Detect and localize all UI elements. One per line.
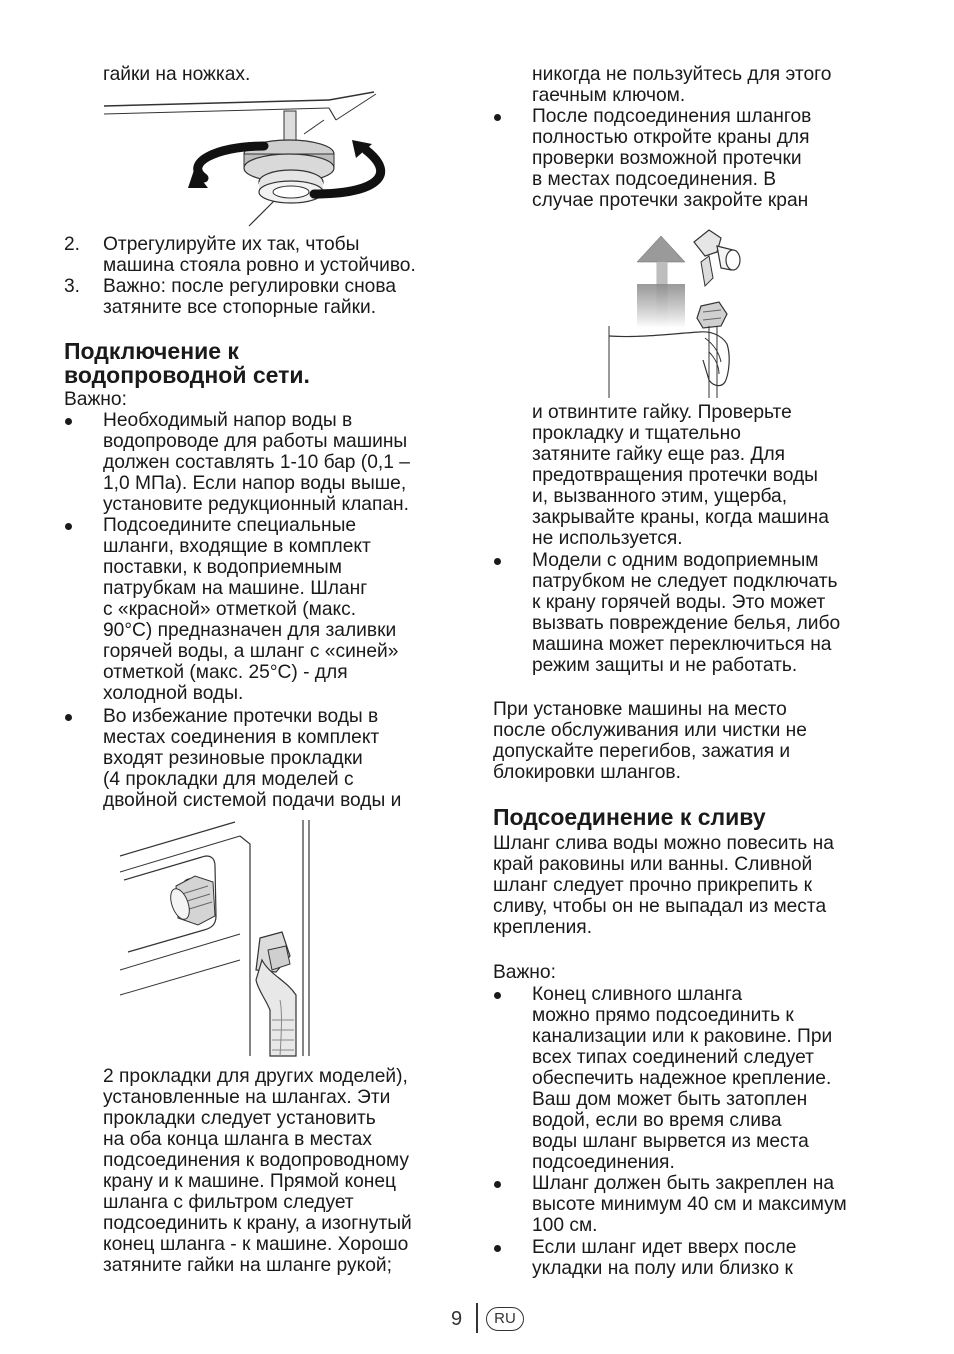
bullet-icon [65, 714, 72, 721]
bullet-icon [65, 418, 72, 425]
important-label: Важно: [493, 962, 556, 983]
bullet-icon [494, 992, 501, 999]
page-number: 9 [451, 1308, 463, 1330]
page-footer [0, 1307, 954, 1331]
step-number: 3. [64, 276, 81, 297]
bullet-icon [494, 114, 501, 121]
section-heading-water-supply: Подключение к водопроводной сети. [64, 338, 310, 388]
bullet-text: После подсоединения шлангов полностью откройте краны для проверки возможной протечки в местах подсоединения. В случае протечки закройте кран [532, 106, 812, 211]
adjustable-foot-nut-illustration [104, 86, 404, 226]
bullet-continuation-text: и отвинтите гайку. Проверьте прокладку и тщательно затяните гайку еще раз. Для предотвращения протечки воды и, вызванного этим, ущерба, закрывайте краны, когда машина не используется. [532, 402, 829, 549]
hose-paragraph: При установке машины на место после обслуживания или чистки не допускайте перегибов, зажатия и блокировки шлангов. [493, 699, 807, 783]
language-badge: RU [486, 1307, 524, 1331]
step-number: 2. [64, 234, 81, 255]
continuation-text-top: никогда не пользуйтесь для этого гаечным ключом. [532, 64, 832, 106]
drain-paragraph: Шланг слива воды можно повесить на край раковины или ванны. Сливной шланг следует прочно прикрепить к сливу, чтобы он не выпадал из места крепления. [493, 833, 834, 938]
section-heading-drain: Подсоединение к сливу [493, 804, 766, 830]
important-label: Важно: [64, 389, 127, 410]
bullet-text: Конец сливного шланга можно прямо подсоединить к канализации или к раковине. При всех типах соединений следует обеспечить надежное крепление. Ваш дом может быть затоплен водой, если во время слива воды шланг вырвется из места подсоединения. [532, 984, 833, 1173]
bullet-icon [494, 1181, 501, 1188]
bullet-text: Если шланг идет вверх после укладки на полу или близко к [532, 1237, 797, 1279]
bullet-text: Подсоедините специальные шланги, входящие в комплект поставки, к водоприемным патрубкам на машине. Шланг с «красной» отметкой (макс. 90°C) предназначен для заливки горячей воды, а шланг с «синей» отметкой (макс. 25°C) - для холодной воды. [103, 515, 399, 704]
bullet-text: Модели с одним водоприемным патрубком не следует подключать к крану горячей воды. Это может вызвать повреждение белья, либо машина может переключиться на режим защиты и не работать. [532, 550, 841, 676]
intro-text: гайки на ножках. [103, 64, 251, 85]
bullet-icon [65, 523, 72, 530]
bullet-text: Шланг должен быть закреплен на высоте минимум 40 см и максимум 100 см. [532, 1173, 847, 1236]
hose-inlet-connection-illustration [120, 820, 320, 1056]
step-text: Важно: после регулировки снова затяните все стопорные гайки. [103, 276, 397, 318]
footer-divider [476, 1303, 478, 1333]
continuation-text: 2 прокладки для других моделей), установленные на шлангах. Эти прокладки следует установить на оба конца шланга в местах подсоединения к водопроводному крану и к машине. Прямой конец шланга с фильтром следует подсоединить к крану, а изогнутый конец шланга - к машине. Хорошо затяните гайки на шланге рукой; [103, 1066, 412, 1276]
bullet-icon [494, 1245, 501, 1252]
bullet-text: Необходимый напор воды в водопроводе для работы машины должен составлять 1-10 бар (0,1 – 1,0 МПа). Если напор воды выше, установите редукционный клапан. [103, 410, 410, 515]
bullet-text: Во избежание протечки воды в местах соединения в комплект входят резиновые прокладки (4 прокладки для моделей с двойной системой подачи воды и [103, 706, 402, 811]
tap-hose-nut-illustration [609, 226, 759, 398]
bullet-icon [494, 558, 501, 565]
step-text: Отрегулируйте их так, чтобы машина стояла ровно и устойчиво. [103, 234, 416, 276]
